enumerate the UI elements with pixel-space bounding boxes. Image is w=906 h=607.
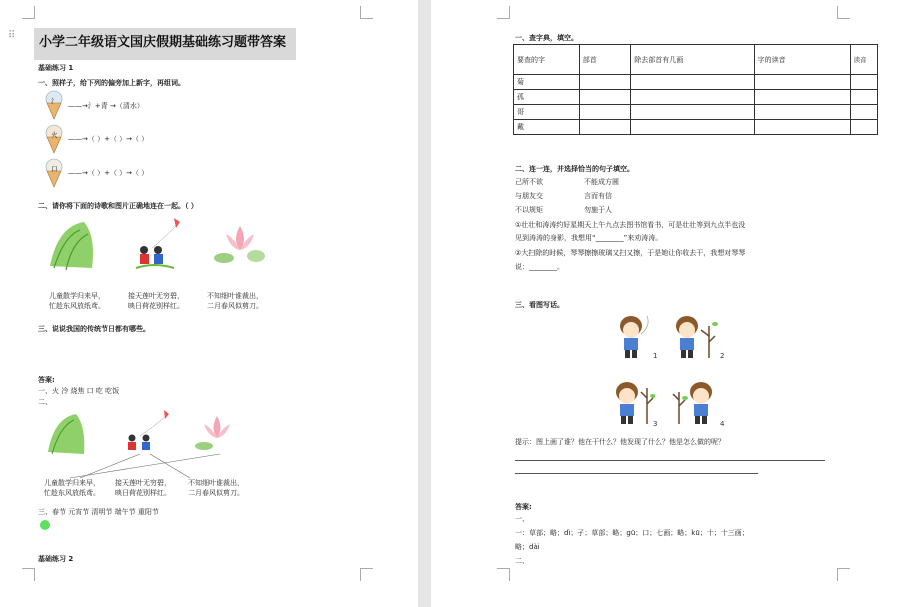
- answer-heading: 答案:: [515, 503, 532, 511]
- answer-line: 二、: [515, 557, 529, 565]
- boy-cartoon-illustration: [611, 312, 658, 360]
- page-corner-marker: [360, 6, 373, 19]
- question-3: 三、看图写话。: [515, 301, 564, 309]
- page-corner-marker: [22, 568, 35, 581]
- answer-line: 略；dài: [515, 543, 540, 551]
- writing-line[interactable]: [515, 473, 758, 474]
- sentence-line: 见到涛涛的身影，我想用“________”来劝涛涛。: [515, 234, 663, 242]
- exercise-row: ——→（ ）+（ ）→（ ）: [68, 169, 149, 177]
- kite-children-illustration: [134, 214, 188, 272]
- question-1: 一、照样子，给下列的偏旁加上新字，再组词。: [38, 79, 185, 87]
- table-header: 读音: [850, 45, 877, 75]
- table-cell[interactable]: [579, 90, 631, 105]
- kite-children-illustration: [122, 408, 172, 454]
- match-left-item: 与朋友交: [515, 192, 543, 200]
- sentence-line: ②大扫除的时候，琴琴擦擦玻璃又扫又擦，于是她让你收去干，我想对琴琴: [515, 249, 746, 257]
- page-corner-marker: [837, 6, 850, 19]
- answer-line: 一：草部；略；dì；孑；草部；略；gū；口；七画；略；kū；十；十三画；: [515, 529, 749, 537]
- sentence-line: 说：________。: [515, 263, 564, 271]
- table-cell[interactable]: [579, 120, 631, 135]
- page-corner-marker: [497, 568, 510, 581]
- picture-number: 3: [653, 420, 658, 428]
- hint-text: 提示：图上画了谁？他在干什么？他发现了什么？他是怎么做的呢？: [515, 438, 725, 446]
- match-right-item: 勿施于人: [584, 206, 612, 214]
- page-corner-marker: [837, 568, 850, 581]
- picture-number: 4: [720, 420, 725, 428]
- question-1: 一、查字典，填空。: [515, 34, 578, 42]
- poem-line: 二月春风似剪刀。: [188, 489, 244, 497]
- picture-number: 2: [720, 352, 725, 360]
- ice-cream-icon: [44, 90, 64, 120]
- willow-illustration: [44, 410, 88, 456]
- table-cell[interactable]: [850, 75, 877, 90]
- poem-line: 儿童散学归来早，: [44, 479, 100, 487]
- poem-line: 接天莲叶无穷碧，: [128, 292, 184, 300]
- match-right-item: 言而有信: [584, 192, 612, 200]
- document-page-left: [0, 0, 418, 607]
- boy-cartoon-illustration: [671, 312, 719, 360]
- table-cell: 菊: [514, 75, 580, 90]
- answer-line: 一、: [515, 515, 529, 523]
- table-cell[interactable]: [850, 120, 877, 135]
- boy-cartoon-illustration: [611, 378, 658, 428]
- radical-label: 口: [51, 165, 58, 173]
- table-cell: 孤: [514, 90, 580, 105]
- drag-handle-icon[interactable]: ⠿: [8, 30, 17, 41]
- willow-illustration: [44, 216, 100, 274]
- picture-number: 1: [653, 352, 658, 360]
- table-cell[interactable]: [631, 105, 754, 120]
- ice-cream-icon: [44, 158, 64, 188]
- poem-line: 不知细叶谁裁出，: [207, 292, 263, 300]
- answer-line: 二、: [38, 398, 52, 406]
- table-cell[interactable]: [754, 105, 850, 120]
- table-header: 字的读音: [754, 45, 850, 75]
- page-corner-marker: [360, 568, 373, 581]
- writing-line[interactable]: [515, 460, 825, 461]
- document-page-right: [431, 0, 906, 607]
- table-cell[interactable]: [754, 75, 850, 90]
- answer-heading: 答案:: [38, 376, 55, 384]
- table-cell[interactable]: [850, 105, 877, 120]
- table-cell[interactable]: [850, 90, 877, 105]
- answer-line: 三、春节 元宵节 清明节 端午节 重阳节: [38, 508, 159, 516]
- poem-line: 儿童散学归来早，: [49, 292, 105, 300]
- match-right-item: 不能成方圆: [584, 178, 619, 186]
- poem-line: 忙趁东风放纸鸢。: [44, 489, 100, 497]
- exercise-row: ——→（ ）+（ ）→（ ）: [68, 135, 149, 143]
- table-cell[interactable]: [754, 120, 850, 135]
- boy-cartoon-illustration: [671, 378, 719, 426]
- status-dot[interactable]: [40, 520, 50, 530]
- section-heading: 基础练习 2: [38, 555, 74, 563]
- question-3: 三、说说我国的传统节日都有哪些。: [38, 325, 150, 333]
- table-header: 要查的字: [514, 45, 580, 75]
- radical-label: 氵: [51, 97, 58, 105]
- table-cell[interactable]: [579, 105, 631, 120]
- table-header: 部首: [579, 45, 631, 75]
- table-cell[interactable]: [631, 75, 754, 90]
- poem-line: 忙趁东风放纸鸢。: [49, 302, 105, 310]
- question-2: 二、连一连，并选择恰当的句子填空。: [515, 165, 634, 173]
- page-corner-marker: [497, 6, 510, 19]
- poem-line: 接天莲叶无穷碧，: [115, 479, 171, 487]
- table-cell: 哥: [514, 105, 580, 120]
- table-cell[interactable]: [631, 90, 754, 105]
- dictionary-table: [513, 44, 878, 135]
- table-header: 除去部首有几画: [631, 45, 754, 75]
- table-cell[interactable]: [631, 120, 754, 135]
- table-cell[interactable]: [754, 90, 850, 105]
- radical-label: 火: [51, 131, 58, 139]
- ice-cream-icon: [44, 124, 64, 154]
- answer-line: 一、火 冷 烧焦 口 吃 吃饭: [38, 387, 120, 395]
- table-cell[interactable]: [579, 75, 631, 90]
- match-left-item: 己所不欲: [515, 178, 543, 186]
- lotus-illustration: [212, 216, 268, 272]
- lotus-illustration: [192, 410, 242, 456]
- section-heading: 基础练习 1: [38, 64, 74, 72]
- poem-line: 不知细叶谁裁出，: [188, 479, 244, 487]
- table-cell: 戴: [514, 120, 580, 135]
- exercise-row: ——→氵+青 →（清水）: [68, 102, 144, 110]
- document-title: 小学二年级语文国庆假期基础练习题带答案: [34, 28, 296, 60]
- question-2: 二、请你将下面的诗歌和图片正确地连在一起。（ ）: [38, 202, 198, 210]
- poem-line: 映日荷花别样红。: [115, 489, 171, 497]
- page-corner-marker: [22, 6, 35, 19]
- sentence-line: ①壮壮和涛涛约好星期天上午九点去图书馆看书，可是壮壮等到九点半也没: [515, 221, 746, 229]
- poem-line: 映日荷花别样红。: [128, 302, 184, 310]
- match-left-item: 不以规矩: [515, 206, 543, 214]
- poem-line: 二月春风似剪刀。: [207, 302, 263, 310]
